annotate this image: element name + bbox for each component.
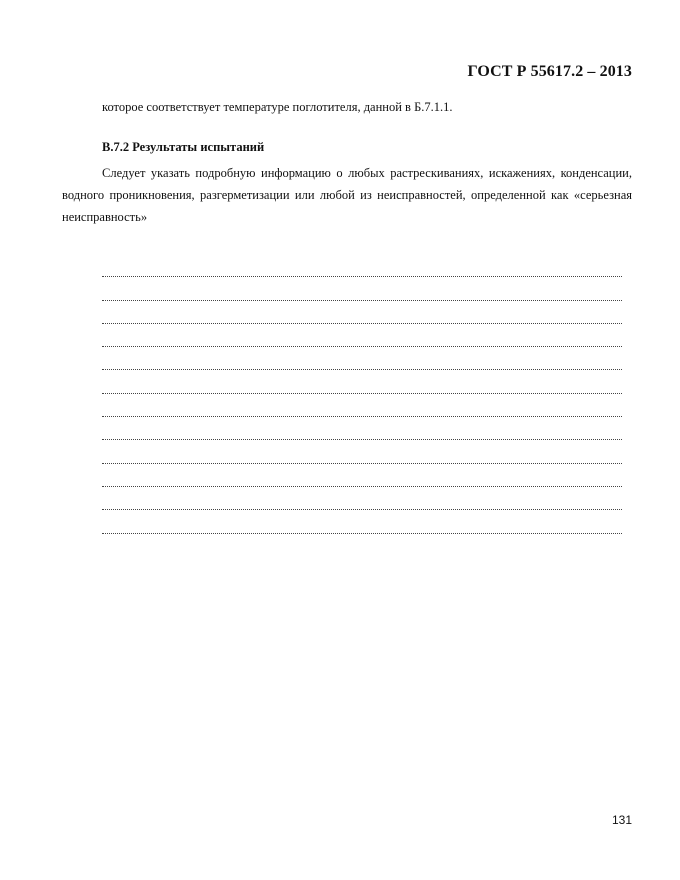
standard-code-header: ГОСТ Р 55617.2 – 2013 — [467, 63, 632, 80]
fill-in-line — [102, 347, 622, 370]
fill-in-line — [102, 370, 622, 393]
section-heading: В.7.2 Результаты испытаний — [102, 140, 265, 154]
fill-in-line — [102, 464, 622, 487]
fill-in-lines — [102, 254, 622, 534]
fill-in-line — [102, 417, 622, 440]
fill-in-line — [102, 440, 622, 463]
fill-in-line — [102, 254, 622, 277]
paragraph-test-results: Следует указать подробную информацию о любых растрескиваниях, искажениях, конденсации, водного проникновения, разгерметизации или любой из неисправностей, определенной как «серьезная неисправность» — [62, 166, 632, 224]
fill-in-line — [102, 394, 622, 417]
fill-in-line — [102, 301, 622, 324]
fill-in-line — [102, 487, 622, 510]
paragraph-continuation: которое соответствует температуре поглотителя, данной в Б.7.1.1. — [102, 100, 453, 114]
fill-in-line — [102, 510, 622, 533]
fill-in-line — [102, 277, 622, 300]
page-number: 131 — [611, 813, 632, 827]
fill-in-line — [102, 324, 622, 347]
